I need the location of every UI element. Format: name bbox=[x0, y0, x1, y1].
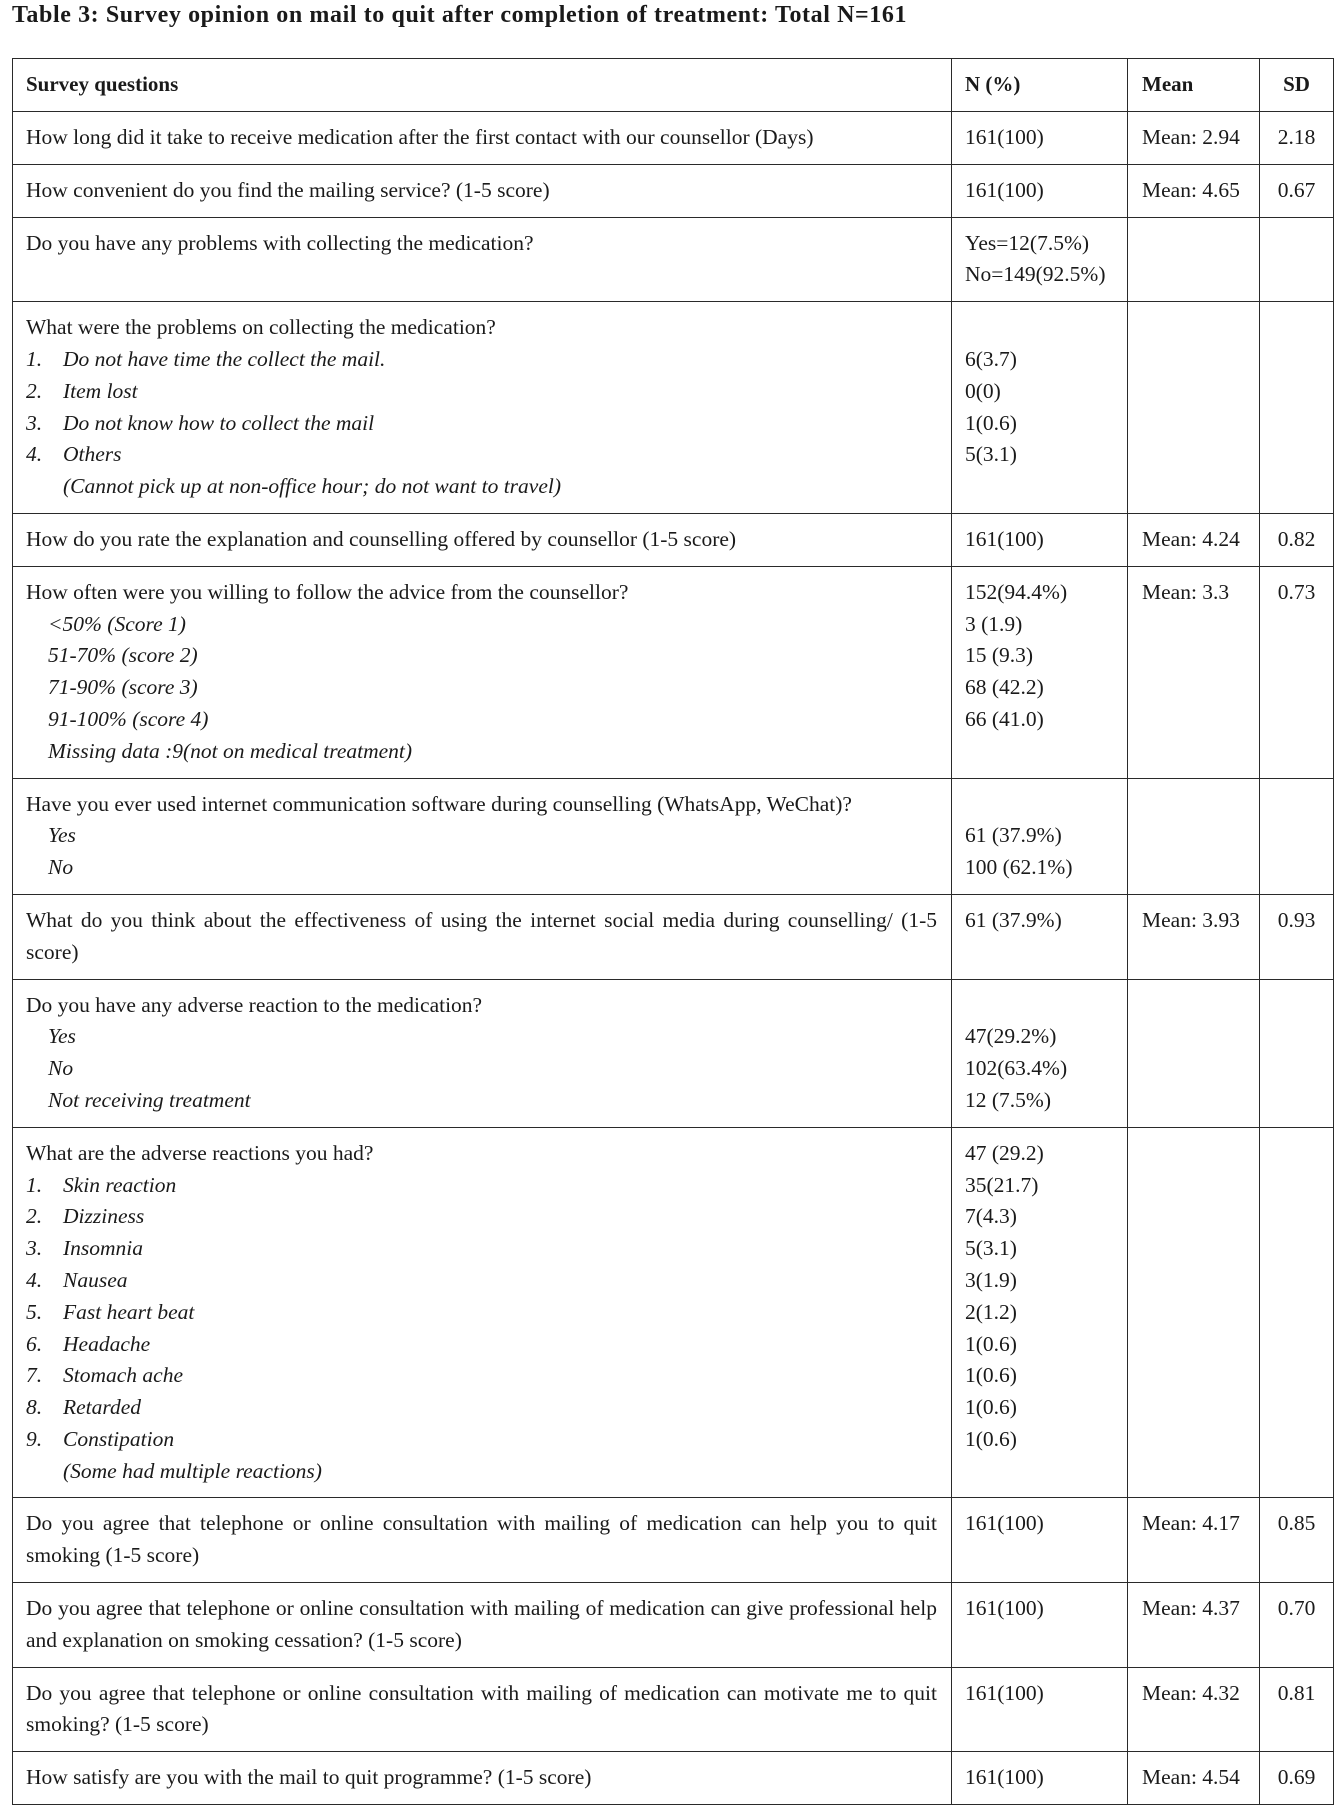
option-value: 3 (1.9) bbox=[965, 611, 1023, 636]
sd-cell bbox=[1260, 164, 1334, 217]
table-row bbox=[13, 112, 1334, 165]
question-text: How long did it take to receive medication after the first contact with our counsellor (Days) bbox=[26, 125, 814, 149]
sd-cell bbox=[1260, 217, 1334, 302]
option-value: 15 (9.3) bbox=[965, 643, 1034, 668]
table-row bbox=[13, 1498, 1334, 1583]
mean-value: Mean: 4.65 bbox=[1142, 177, 1240, 202]
n-value: 5(3.1) bbox=[965, 442, 1017, 467]
n-value: 161(100) bbox=[965, 1765, 1044, 1790]
n-cell bbox=[952, 112, 1128, 165]
question-cell bbox=[13, 1583, 952, 1668]
table-header-row bbox=[13, 59, 1334, 112]
sd-cell bbox=[1260, 778, 1334, 894]
question-text: How do you rate the explanation and counselling offered by counsellor (1-5 score) bbox=[26, 526, 737, 551]
mean-cell bbox=[1128, 513, 1260, 566]
option-label: 51-70% (score 2) bbox=[48, 643, 198, 668]
table-caption: Table 3: Survey opinion on mail to quit after completion of treatment: Total N=161 bbox=[12, 2, 908, 28]
n-no-value: No=149(92.5%) bbox=[965, 262, 1106, 287]
question-cell bbox=[13, 778, 952, 894]
mean-value: Mean: 3.3 bbox=[1142, 579, 1230, 604]
question-cell bbox=[13, 112, 952, 165]
list-item: 3. Insomnia bbox=[26, 1236, 144, 1261]
sd-cell bbox=[1260, 566, 1334, 778]
item-value: 5(3.1) bbox=[965, 1236, 1017, 1261]
n-cell bbox=[952, 778, 1128, 894]
question-cell bbox=[13, 1127, 952, 1498]
item-value: 7(4.3) bbox=[965, 1204, 1017, 1229]
option-label: 91-100% (score 4) bbox=[48, 706, 209, 731]
table-row bbox=[13, 778, 1334, 894]
n-value: 1(0.6) bbox=[965, 410, 1017, 435]
option-label: Not receiving treatment bbox=[48, 1087, 251, 1112]
table-row bbox=[13, 1583, 1334, 1668]
mean-cell bbox=[1128, 778, 1260, 894]
table-row bbox=[13, 1127, 1334, 1498]
sd-value: 0.85 bbox=[1277, 1511, 1316, 1536]
option-value: 100 (62.1%) bbox=[965, 855, 1073, 880]
header-mean: Mean bbox=[1128, 59, 1260, 112]
option-label: Yes bbox=[48, 823, 76, 848]
list-item: 2. Dizziness bbox=[26, 1204, 145, 1229]
question-text: What are the adverse reactions you had? bbox=[26, 1140, 374, 1165]
mean-cell bbox=[1128, 1667, 1260, 1752]
mean-cell bbox=[1128, 164, 1260, 217]
n-yes-value: Yes=12(7.5%) bbox=[965, 230, 1090, 255]
n-cell bbox=[952, 1127, 1128, 1498]
sd-cell bbox=[1260, 1752, 1334, 1805]
n-cell bbox=[952, 164, 1128, 217]
sd-value: 0.93 bbox=[1277, 907, 1316, 932]
option-label: 71-90% (score 3) bbox=[48, 675, 198, 700]
mean-cell bbox=[1128, 979, 1260, 1127]
sd-value: 0.73 bbox=[1277, 579, 1316, 604]
list-item: 7. Stomach ache bbox=[26, 1363, 184, 1388]
n-cell bbox=[952, 1667, 1128, 1752]
n-value: 161(100) bbox=[965, 1511, 1044, 1536]
option-label: No bbox=[48, 855, 74, 880]
mean-value: Mean: 4.24 bbox=[1142, 526, 1240, 551]
n-cell bbox=[952, 979, 1128, 1127]
question-text: Do you agree that telephone or online consultation with mailing of medication can motivate me to quit smoking? (1-5 score) bbox=[26, 1680, 937, 1737]
survey-table bbox=[12, 58, 1334, 1805]
item-value: 2(1.2) bbox=[965, 1299, 1017, 1324]
sd-value: 2.18 bbox=[1277, 125, 1316, 149]
question-text: How convenient do you find the mailing service? (1-5 score) bbox=[26, 177, 550, 202]
mean-value: Mean: 3.93 bbox=[1142, 907, 1240, 932]
question-text: Do you agree that telephone or online consultation with mailing of medication can give professional help and explanation on smoking cessation? (1-5 score) bbox=[26, 1596, 937, 1652]
table-row bbox=[13, 979, 1334, 1127]
item-value: 1(0.6) bbox=[965, 1331, 1017, 1356]
question-text: Do you have any problems with collecting the medication? bbox=[26, 230, 534, 255]
sd-cell bbox=[1260, 1583, 1334, 1668]
question-cell bbox=[13, 302, 952, 514]
item-value: 3(1.9) bbox=[965, 1267, 1017, 1292]
option-label: <50% (Score 1) bbox=[48, 611, 186, 636]
sd-cell bbox=[1260, 894, 1334, 979]
list-item: 3. Do not know how to collect the mail bbox=[26, 410, 375, 435]
list-item: 4. Nausea bbox=[26, 1267, 128, 1292]
n-cell bbox=[952, 217, 1128, 302]
question-text: How satisfy are you with the mail to quit programme? (1-5 score) bbox=[26, 1765, 592, 1790]
missing-data-note: Missing data :9(not on medical treatment) bbox=[48, 738, 413, 763]
sd-value: 0.81 bbox=[1277, 1680, 1316, 1705]
n-value: 47 (29.2) bbox=[965, 1140, 1044, 1165]
sd-cell bbox=[1260, 112, 1334, 165]
n-cell bbox=[952, 302, 1128, 514]
n-cell bbox=[952, 1498, 1128, 1583]
question-cell bbox=[13, 1667, 952, 1752]
question-text: Do you agree that telephone or online consultation with mailing of medication can help you to quit smoking (1-5 score) bbox=[26, 1511, 937, 1568]
list-item: 8. Retarded bbox=[26, 1395, 142, 1420]
n-value: 161(100) bbox=[965, 1596, 1044, 1621]
question-cell bbox=[13, 566, 952, 778]
question-cell bbox=[13, 979, 952, 1127]
table-row bbox=[13, 217, 1334, 302]
n-cell bbox=[952, 566, 1128, 778]
question-text: Have you ever used internet communication software during counselling (WhatsApp, WeChat)? bbox=[26, 791, 852, 816]
list-item: 6. Headache bbox=[26, 1331, 151, 1356]
mean-value: Mean: 4.37 bbox=[1142, 1596, 1240, 1621]
sd-value: 0.67 bbox=[1277, 177, 1316, 202]
n-cell bbox=[952, 1583, 1128, 1668]
mean-cell bbox=[1128, 1127, 1260, 1498]
sd-value: 0.69 bbox=[1277, 1765, 1316, 1790]
table-row bbox=[13, 513, 1334, 566]
sd-cell bbox=[1260, 1667, 1334, 1752]
table-row bbox=[13, 302, 1334, 514]
mean-cell bbox=[1128, 1752, 1260, 1805]
list-item: 9. Constipation bbox=[26, 1426, 175, 1451]
question-cell bbox=[13, 217, 952, 302]
header-survey-questions: Survey questions bbox=[13, 59, 952, 112]
question-cell bbox=[13, 513, 952, 566]
mean-cell bbox=[1128, 1583, 1260, 1668]
sd-cell bbox=[1260, 513, 1334, 566]
n-value: 161(100) bbox=[965, 1680, 1044, 1705]
list-note: (Some had multiple reactions) bbox=[63, 1458, 322, 1483]
table-row bbox=[13, 1667, 1334, 1752]
table-row bbox=[13, 1752, 1334, 1805]
question-text: What do you think about the effectiveness of using the internet social media during counselling/ (1-5 score) bbox=[26, 907, 937, 964]
sd-cell bbox=[1260, 1127, 1334, 1498]
sd-cell bbox=[1260, 302, 1334, 514]
question-cell bbox=[13, 1498, 952, 1583]
header-n-percent: N (%) bbox=[952, 59, 1128, 112]
question-cell bbox=[13, 894, 952, 979]
option-value: 66 (41.0) bbox=[965, 706, 1044, 731]
list-item: 2. Item lost bbox=[26, 378, 138, 403]
n-value: 161(100) bbox=[965, 177, 1044, 202]
header-sd: SD bbox=[1260, 59, 1334, 112]
question-text: What were the problems on collecting the medication? bbox=[26, 315, 496, 340]
mean-cell bbox=[1128, 566, 1260, 778]
mean-cell bbox=[1128, 894, 1260, 979]
sd-cell bbox=[1260, 1498, 1334, 1583]
mean-cell bbox=[1128, 217, 1260, 302]
list-item: 5. Fast heart beat bbox=[26, 1299, 195, 1324]
n-value: 6(3.7) bbox=[965, 346, 1017, 371]
option-value: 68 (42.2) bbox=[965, 675, 1044, 700]
list-item: 4. Others bbox=[26, 442, 122, 467]
table-row bbox=[13, 894, 1334, 979]
option-label: Yes bbox=[48, 1024, 76, 1049]
question-cell bbox=[13, 164, 952, 217]
mean-cell bbox=[1128, 302, 1260, 514]
list-note: (Cannot pick up at non-office hour; do not want to travel) bbox=[63, 474, 562, 499]
n-cell bbox=[952, 1752, 1128, 1805]
mean-cell bbox=[1128, 112, 1260, 165]
mean-value: Mean: 4.17 bbox=[1142, 1511, 1240, 1536]
option-value: 102(63.4%) bbox=[965, 1056, 1068, 1081]
option-label: No bbox=[48, 1056, 74, 1081]
item-value: 1(0.6) bbox=[965, 1363, 1017, 1388]
item-value: 1(0.6) bbox=[965, 1426, 1017, 1451]
option-value: 12 (7.5%) bbox=[965, 1087, 1051, 1112]
mean-value: Mean: 4.54 bbox=[1142, 1765, 1240, 1790]
n-value: 0(0) bbox=[965, 378, 1001, 403]
list-item: 1. Skin reaction bbox=[26, 1172, 177, 1197]
option-value: 61 (37.9%) bbox=[965, 823, 1062, 848]
table-row bbox=[13, 164, 1334, 217]
n-value: 161(100) bbox=[965, 526, 1044, 551]
question-text: How often were you willing to follow the advice from the counsellor? bbox=[26, 579, 629, 604]
list-item: 1. Do not have time the collect the mail. bbox=[26, 346, 386, 371]
option-value: 47(29.2%) bbox=[965, 1024, 1057, 1049]
item-value: 35(21.7) bbox=[965, 1172, 1039, 1197]
n-value: 161(100) bbox=[965, 125, 1044, 149]
mean-value: Mean: 2.94 bbox=[1142, 125, 1240, 149]
question-text: Do you have any adverse reaction to the medication? bbox=[26, 992, 483, 1017]
item-value: 1(0.6) bbox=[965, 1395, 1017, 1420]
sd-value: 0.70 bbox=[1277, 1596, 1316, 1621]
mean-cell bbox=[1128, 1498, 1260, 1583]
sd-value: 0.82 bbox=[1277, 526, 1316, 551]
sd-cell bbox=[1260, 979, 1334, 1127]
n-value: 61 (37.9%) bbox=[965, 907, 1062, 932]
mean-value: Mean: 4.32 bbox=[1142, 1680, 1240, 1705]
table-row bbox=[13, 566, 1334, 778]
question-cell bbox=[13, 1752, 952, 1805]
n-cell bbox=[952, 513, 1128, 566]
n-value: 152(94.4%) bbox=[965, 579, 1068, 604]
n-cell bbox=[952, 894, 1128, 979]
